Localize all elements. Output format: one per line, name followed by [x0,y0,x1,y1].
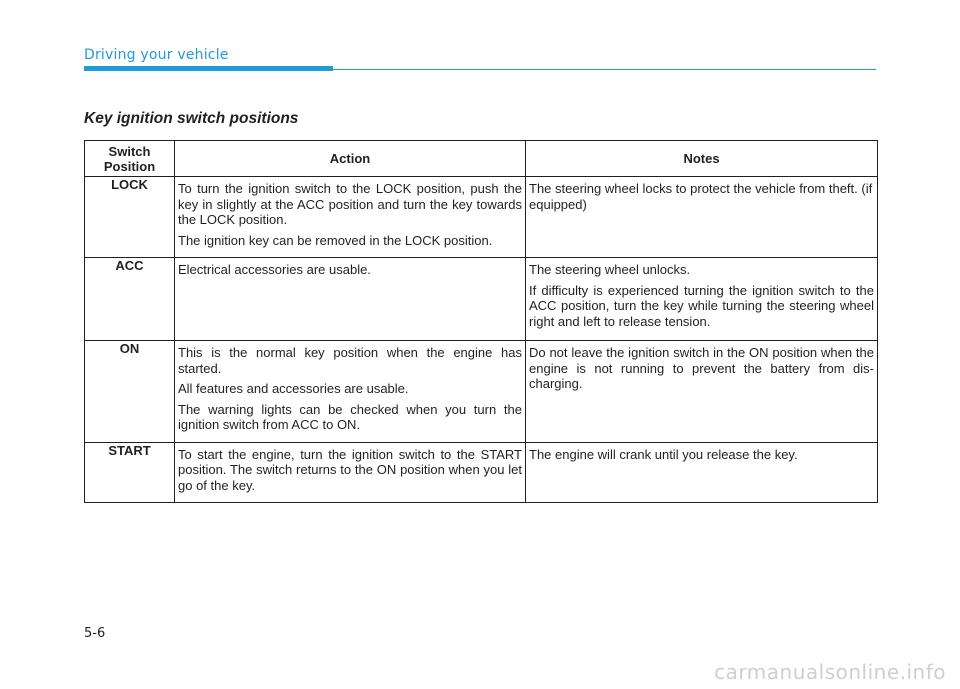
action-text: To start the engine, turn the ignition switch to the START position. The switch returns to the ON position when you let go of the key. [178,446,522,493]
notes-text: If difficulty is experienced turning the ignition switch to the ACC position, turn the key while turning the steering wheel right and left to release tension. [529,282,874,329]
action-text: To turn the ignition switch to the LOCK position, push the key in slightly at the ACC position and turn the key towards the LOCK position. [178,181,522,227]
page-heading: Key ignition switch positions [84,110,299,127]
watermark: carmanualsonline.info [714,660,946,684]
page-number: 5-6 [84,626,106,641]
action-text: The warning lights can be checked when you turn the ignition switch from ACC to ON. [178,401,522,432]
notes-text: The engine will crank until you release the key. [529,446,798,462]
ignition-positions-table [84,140,878,503]
notes-text: The steering wheel locks to protect the vehicle from theft. (if equipped) [529,181,873,212]
notes-cell [526,258,878,341]
column-header-switch-position: Switch Position [85,141,175,177]
table-row [85,442,878,503]
column-header-action: Action [175,141,526,177]
switch-position-cell: ON [85,341,175,443]
header-rule-thick [84,66,333,71]
switch-position-cell: START [85,442,175,503]
action-cell [175,341,526,443]
table-header-row [85,141,878,177]
notes-text: The steering wheel unlocks. [529,262,691,277]
notes-text: Do not leave the ignition switch in the ON position when the engine is not running to prevent the battery from dis-charging. [529,345,874,391]
section-title: Driving your vehicle [84,47,229,63]
column-header-notes: Notes [526,141,878,177]
notes-cell [526,341,878,443]
action-text: This is the normal key position when the engine has started. [178,345,522,376]
notes-cell [526,177,878,258]
action-text: The ignition key can be removed in the LOCK position. [178,232,493,248]
action-cell [175,258,526,341]
switch-position-cell: LOCK [85,177,175,258]
table-row [85,177,878,258]
table-row [85,258,878,341]
notes-cell [526,442,878,503]
action-cell [175,177,526,258]
action-cell [175,442,526,503]
switch-position-cell: ACC [85,258,175,341]
table-row [85,341,878,443]
action-text: All features and accessories are usable. [178,381,409,396]
header-rule-thin [333,69,876,70]
action-text: Electrical accessories are usable. [178,262,371,277]
